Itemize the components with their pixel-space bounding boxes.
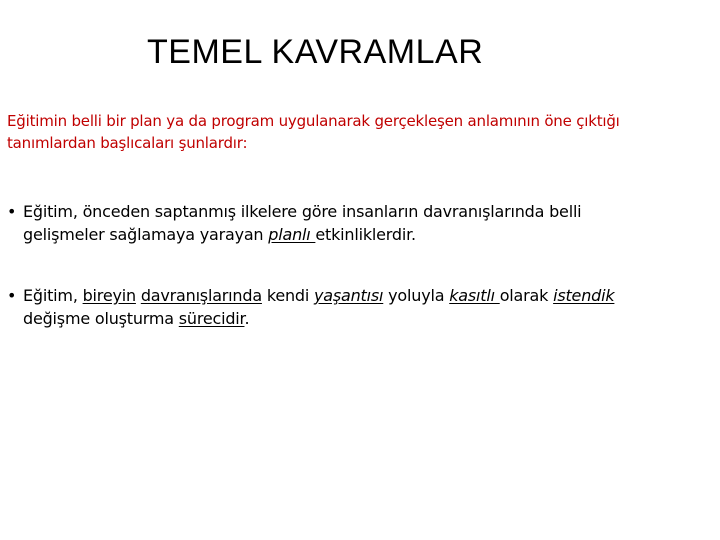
term-davranislarinda: davranışlarında (140, 286, 262, 305)
bullet-1-text-2a: gelişmeler sağlamaya yarayan (23, 225, 269, 244)
term-planli: planlı (268, 225, 316, 244)
bullet-item-2 (7, 284, 712, 330)
intro-paragraph: Eğitimin belli bir plan ya da program uygulanarak gerçekleşen anlamının öne çıktığı tanımlardan başlıcaları şunlardır: (7, 112, 620, 152)
bullet-2-text-e: kendi (261, 286, 314, 305)
bullet-item-1 (7, 200, 712, 246)
bullet-2-line-2 (7, 307, 712, 330)
slide-title: TEMEL KAVRAMLAR (147, 33, 484, 71)
term-kasitli: kasıtlı (449, 286, 500, 305)
term-bireyin: bireyin (82, 286, 136, 305)
bullet-2-text-a: Eğitim, (23, 286, 83, 305)
bullet-1-line-1 (7, 200, 712, 223)
bullet-dot: • (7, 286, 17, 305)
bullet-2-text-2a: değişme oluşturma (23, 309, 179, 328)
bullet-1-text-2c: etkinliklerdir. (315, 225, 416, 244)
bullet-2-text-2c: . (244, 309, 250, 328)
bullet-2-line-1 (7, 284, 712, 307)
bullet-1-line-2 (7, 223, 712, 246)
bullet-2-text-g: yoluyla (383, 286, 450, 305)
bullet-1-text-1: Eğitim, önceden saptanmış ilkelere göre insanların davranışlarında belli (23, 202, 582, 221)
bullet-2-text-i: olarak (499, 286, 554, 305)
term-yasantisi: yaşantısı (314, 286, 384, 305)
term-surecidir: sürecidir (178, 309, 245, 328)
bullet-dot: • (7, 202, 17, 221)
term-istendik: istendik (553, 286, 615, 305)
